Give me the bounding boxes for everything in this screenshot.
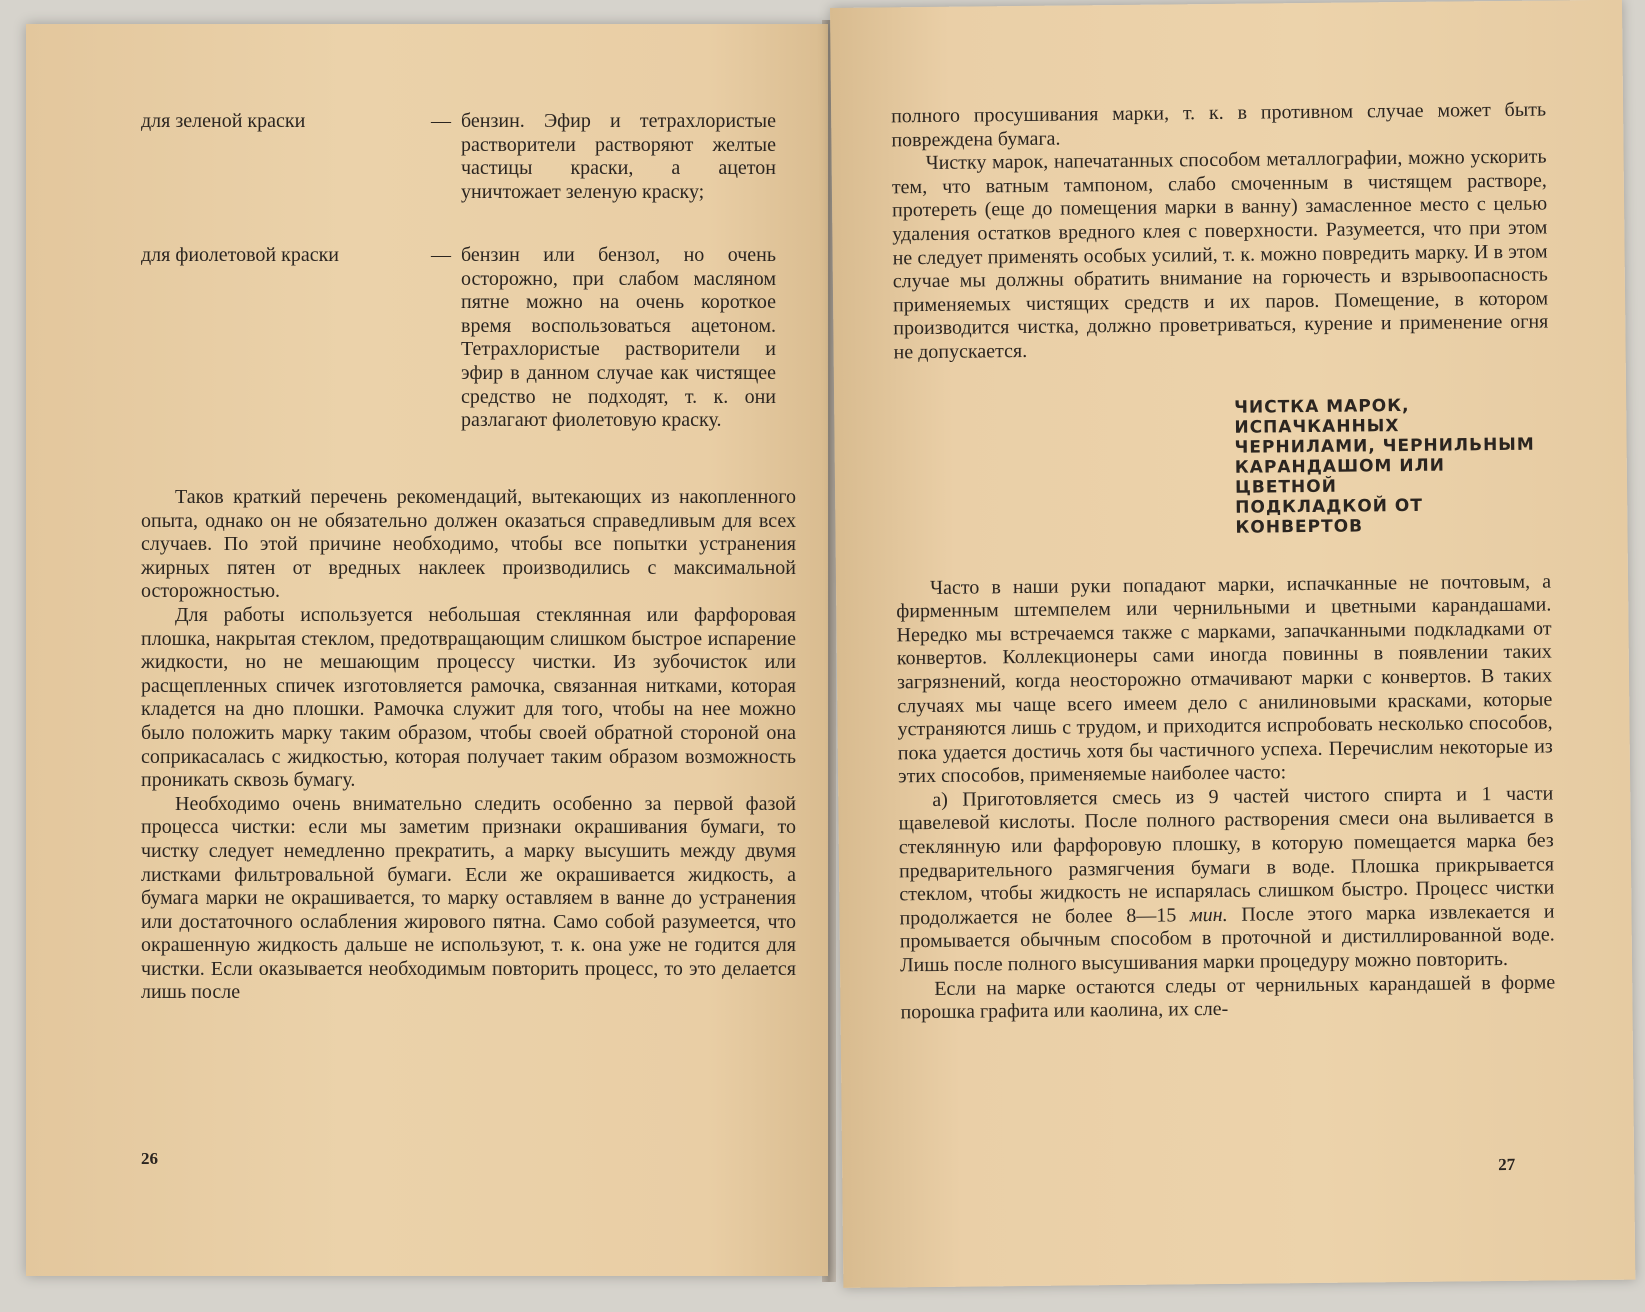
heading-line: ЧЕРНИЛАМИ, ЧЕРНИЛЬНЫМ (1234, 434, 1535, 458)
unit-minutes: мин. (1189, 903, 1228, 927)
page-number: 27 (1498, 1154, 1516, 1175)
definition-text: бензин. Эфир и тетрахлористые растворители растворяют желтые частицы краски, а ацетон уничтожает зеленую краску; (461, 110, 776, 203)
left-page (26, 24, 828, 1276)
definition-violet (141, 244, 801, 464)
paragraph-a-tail: После этого марка извлекается и промывается обычным способом в проточной и дистиллированной воде. Лишь после полного высушивания марки процедуру можно повторить. (899, 900, 1555, 977)
heading-line: КАРАНДАШОМ ИЛИ ЦВЕТНОЙ (1234, 455, 1445, 498)
paragraph-a (898, 782, 1555, 978)
paragraph: Если на марке остаются следы от чернильных карандашей в форме порошка графита или каолина, их сле- (900, 971, 1556, 1024)
definition-dash: — (431, 110, 451, 132)
page-number: 26 (141, 1149, 158, 1168)
paragraph: Для работы используется небольшая стеклянная или фарфоровая плошка, накрытая стеклом, предотвращающим слишком быстрое испарение жидкости, но не мешающим процессу чистки. Из зубочисток или расщепленных спичек изготовляется рамочка, связанная нитками, которая кладется на дно плошки. Рамочка служит для того, чтобы на нее можно было положить марку таким образом, чтобы своей обратной стороной она соприкасалась с жидкостью, которая получает таким образом возможность проникать сквозь бумагу. (141, 603, 796, 792)
definition-term: для фиолетовой краски (141, 244, 339, 266)
definition-text: бензин или бензол, но очень осторожно, при слабом масляном пятне можно на очень короткое время воспользоваться ацетоном. Тетрахлористые растворители и эфир в данном случае как чистящее средство не подходят, т. к. они разлагают фиолетовую краску. (461, 244, 776, 432)
heading-line: ПОДКЛАДКОЙ ОТ КОНВЕРТОВ (1235, 495, 1424, 538)
paragraph: Таков краткий перечень рекомендаций, вытекающих из накопленного опыта, однако он не обязательно должен оказаться справедливым для всех случаев. По этой причине необходимо, чтобы все попытки устранения жирных пятен от вредных наклеек производились с максимальной осторожностью. (141, 486, 796, 603)
paragraph: Необходимо очень внимательно следить особенно за первой фазой процесса чистки: если мы заметим признаки окрашивания бумаги, то чистку следует немедленно прекратить, а марку высушить между двумя листками фильтровальной бумаги. Если же окрашивается жидкость, а бумага марки не окрашивается, то марку оставляем в ванне до устранения или достаточного ослабления жирового пятна. Само собой разумеется, что окрашенную жидкость дальше не используют, т. к. она уже не годится для чистки. Если оказывается необходимым повторить процесс, то это делается лишь после (141, 792, 796, 1004)
definition-green (141, 110, 801, 230)
right-body-text (891, 99, 1556, 1026)
heading-line: ЧИСТКА МАРОК, ИСПАЧКАННЫХ (1234, 395, 1410, 438)
paragraph-a-text: а) Приготовляется смесь из 9 частей чистого спирта и 1 части щавелевой кислоты. После полного растворения смеси она выливается в стеклянную или фарфоровую плошку, в которую помещается марка без предварительного размягчения бумаги в воде. Плошка прикрывается стеклом, чтобы жидкость не испарялась слишком быстро. Процесс чистки продолжается не более 8—15 (898, 782, 1555, 930)
definition-dash: — (431, 244, 451, 266)
definition-term: для зеленой краски (141, 110, 306, 132)
section-heading (1234, 394, 1550, 537)
paragraph: Чистку марок, напечатанных способом металлографии, можно ускорить тем, что ватным тампоном, слабо смоченным в чистящем растворе, протереть (еще до помещения марки в ванну) замасленное место с целью удаления остатков вредного клея с поверхности. Разумеется, что при этом не следует применять особых усилий, т. к. можно повредить марку. И в этом случае мы должны обратить внимание на горючесть и взрывоопасность применяемых чистящих средств и их паров. Помещение, в котором производится чистка, должно проветриваться, курение и применение огня не допускается. (891, 145, 1549, 364)
paragraph: Часто в наши руки попадают марки, испачканные не почтовым, а фирменным штемпелем или чернильными и цветными карандашами. Нередко мы встречаемся также с марками, запачканными подкладками от конвертов. Коллекционеры сами иногда повинны в появлении таких загрязнений, когда неосторожно отмачивают марки с конвертов. В таких случаях мы чаще всего имеем дело с анилиновыми красками, которые устраняются лишь с трудом, и приходится испробовать несколько способов, пока удается достичь хотя бы частичного успеха. Перечислим некоторые из этих способов, применяемые наиболее часто: (896, 570, 1553, 788)
left-body-text (141, 486, 796, 1005)
right-page (830, 0, 1635, 1288)
paragraph: полного просушивания марки, т. к. в противном случае может быть повреждена бумага. (891, 98, 1547, 151)
